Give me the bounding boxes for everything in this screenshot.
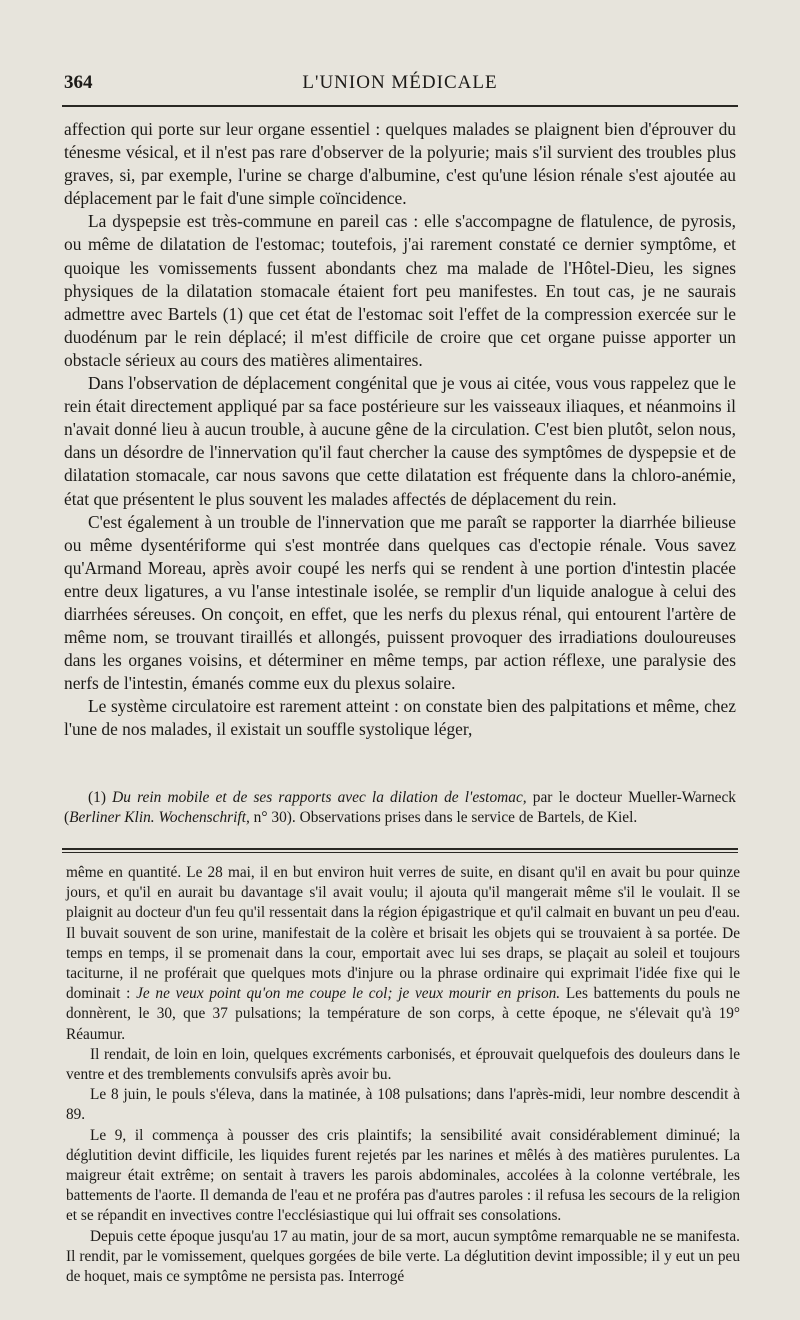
header-rule (62, 105, 738, 107)
main-text (64, 118, 736, 742)
footnote-text: par le docteur Mueller-Warneck ( (64, 789, 736, 826)
page-number: 364 (64, 72, 93, 93)
paragraph: Le système circulatoire est rarement atteint : on constate bien des palpitations et même, chez l'une de nos malades, il existait un souffle systolique léger, (64, 696, 736, 740)
paragraph: Il rendait, de loin en loin, quelques excréments carbonisés, et éprouvait quelquefois des douleurs dans le ventre et des tremblements convulsifs après avoir bu. (66, 1045, 740, 1084)
paragraph: La dyspepsie est très-commune en pareil cas : elle s'accompagne de flatulence, de pyrosis, ou même de dilatation de l'estomac; toutefois, j'ai rarement constaté ce dernier symptôme, et quoique les vomissements fussent abondants chez ma malade de l'Hôtel-Dieu, les signes physiques de la dilatation stomacale étaient fort peu manifestes. En tout cas, je ne saurais admettre avec Bartels (1) que cet état de l'estomac soit l'effet de la compression exercée sur le duodénum par le rein déplacé; il m'est difficile de croire que cet organe puisse apporter un obstacle sérieux au cours des matières alimentaires. (64, 211, 736, 370)
paragraph: C'est également à un trouble de l'innervation que me paraît se rapporter la diarrhée bilieuse ou même dysentériforme qui s'est montrée dans quelques cas d'ectopie rénale. Vous savez qu'Armand Moreau, après avoir coupé les nerfs qui se rendent à une portion d'intestin placée entre deux ligatures, a vu l'anse intestinale isolée, se remplir d'un liquide analogue à celui des diarrhées séreuses. On conçoit, en effet, que les nerfs du plexus rénal, qui entourent l'artère de même nom, se trouvant tiraillés et allongés, puissent provoquer des irradiations douloureuses dans les organes voisins, et déterminer en même temps, par action réflexe, une paralysie des nerfs de l'intestin, émanés comme eux du plexus solaire. (64, 511, 736, 694)
footnote-marker: (1) (88, 789, 113, 806)
separator-rule (62, 852, 738, 853)
paragraph: Le 8 juin, le pouls s'éleva, dans la matinée, à 108 pulsations; dans l'après-midi, leur nombre descendit à 89. (66, 1086, 740, 1124)
page-header (64, 72, 736, 98)
footnote (64, 788, 736, 827)
continuation-text (66, 863, 740, 1287)
footnote-paragraph (64, 788, 736, 827)
paragraph-text: même en quantité. Le 28 mai, il en but environ huit verres de suite, en disant qu'il en avait bu pour quinze jours, et qu'il en aurait bu davantage s'il avait voulu; il ajouta qu'il mangerait même s'il le voulait. Il se plaignit au docteur d'un feu qu'il ressentait dans la région épigastrique et qu'il calmait en buvant un peu d'eau. Il buvait souvent de son urine, manifestait de la colère et brisait les objets qui se trouvaient à sa portée. De temps en temps, il se promenait dans la cour, emportait avec lui ses draps, se plaçait au soleil et toujours taciturne, il ne proférait que quelques mots d'injure ou la phrase ordinaire qui exprimait l'idée fixe qui le dominait : (66, 864, 740, 1003)
footnote-journal: Berliner Klin. Wochenschrift, (69, 808, 250, 826)
paragraph: Depuis cette époque jusqu'au 17 au matin, jour de sa mort, aucun symptôme remarquable ne se manifesta. Il rendit, par le vomissement, quelques gorgées de bile verte. La déglutition devint impossible; il y eut un peu de hoquet, mais ce symptôme ne persista pas. Interrogé (66, 1227, 740, 1286)
paragraph (66, 863, 740, 1045)
paragraph: affection qui porte sur leur organe essentiel : quelques malades se plaignent bien d'éprouver du ténesme vésical, et il n'est pas rare d'observer de la polyurie; mais s'il survient des troubles plus graves, si, par exemple, l'urine se charge d'albumine, c'est qu'une lésion rénale s'est ajoutée au déplacement par le fait d'une simple coïncidence. (64, 119, 736, 209)
separator-rule (62, 848, 738, 850)
paragraph: Dans l'observation de déplacement congénital que je vous ai citée, vous vous rappelez que le rein était directement appliqué par sa face postérieure sur les vaisseaux iliaques, et néanmoins il n'avait donné lieu à aucun trouble, à aucune gêne de la circulation. C'est bien plutôt, selon nous, dans un désordre de l'innervation qu'il faut chercher la cause des symptômes de dyspepsie et de dilatation stomacale, car nous savons que cette dilatation est fréquente dans la chloro-anémie, état que présentent le plus souvent les malades affectés de déplacement du rein. (64, 373, 736, 509)
quotation: Je ne veux point qu'on me coupe le col; je veux mourir en prison. (136, 985, 561, 1003)
paragraph: Le 9, il commença à pousser des cris plaintifs; la sensibilité avait considérablement diminué; la déglutition devint difficile, les liquides furent rejetés par les narines et mêlés à des matières purulentes. La maigreur était extrême; on sentait à travers les parois abdominales, accolées à la colonne vertébrale, les battements de l'aorte. Il demanda de l'eau et ne proféra pas d'autres paroles : il refusa les secours de la religion et se répandit en invectives contre l'ecclésiastique qui lui offrait ses consolations. (66, 1126, 740, 1225)
footnote-text: n° 30). Observations prises dans le service de Bartels, de Kiel. (249, 808, 638, 826)
running-title: L'UNION MÉDICALE (302, 72, 498, 93)
footnote-title: Du rein mobile et de ses rapports avec la dilation de l'estomac, (112, 789, 527, 806)
paragraph-text: Les battements du pouls ne donnèrent, le 30, que 37 pulsations; la température de son corps, à cette époque, ne s'élevait qu'à 19° Réaumur. (66, 985, 740, 1043)
